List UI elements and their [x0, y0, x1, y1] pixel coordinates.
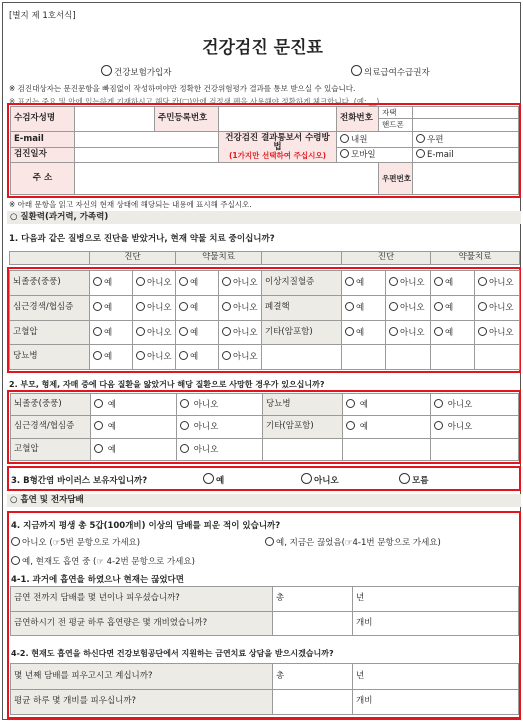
radio-circle-icon — [478, 277, 487, 286]
q2-no-left[interactable]: 아니오 — [177, 416, 263, 438]
radio-circle-icon — [179, 327, 188, 336]
q2-row — [11, 438, 519, 460]
q1-med-yes[interactable]: 예 — [176, 345, 219, 370]
q1-med-no[interactable]: 아니오 — [475, 320, 520, 345]
radio-circle-icon — [203, 473, 214, 484]
radio-circle-icon — [94, 421, 103, 430]
instruction-text: ※ 아래 문항을 읽고 자신의 현재 상태에 해당되는 내용에 표시해 주십시오. — [9, 200, 252, 209]
q1-disease-left: 고혈압 — [10, 320, 90, 345]
q2-empty-cell — [431, 438, 519, 460]
address-label: 주 소 — [11, 163, 75, 195]
q1-med-no[interactable]: 아니오 — [219, 345, 262, 370]
q1-diag-yes[interactable]: 예 — [90, 345, 133, 370]
q41-table — [10, 586, 519, 636]
mobile-phone-field[interactable] — [413, 119, 519, 131]
email-label: E-mail — [11, 131, 75, 147]
radio-circle-icon — [101, 65, 112, 76]
name-label: 수검자성명 — [11, 107, 75, 132]
q1-header-diagnosis-left: 진단 — [90, 252, 176, 265]
q42-table — [10, 663, 519, 715]
q2-yes-left[interactable]: 예 — [91, 438, 177, 460]
radio-circle-icon — [136, 277, 145, 286]
section-history-title: ○ 질환력(과거력, 가족력) — [7, 211, 521, 224]
radio-circle-icon — [389, 302, 398, 311]
phone-label: 전화번호 — [337, 107, 379, 132]
q1-med-yes[interactable]: 예 — [176, 295, 219, 320]
receive-option-mobile[interactable]: 모바일 — [337, 147, 413, 163]
radio-circle-icon — [11, 556, 20, 565]
q42_rows-unit-prefix[interactable] — [273, 689, 353, 715]
q1-diag-no[interactable]: 아니오 — [133, 345, 176, 370]
radio-circle-icon — [265, 537, 274, 546]
q2-empty-cell — [263, 438, 343, 460]
radio-circle-icon — [434, 327, 443, 336]
q41-title: 4-1. 과거에 흡연을 하였으나 현재는 끊었다면 — [11, 575, 184, 585]
q1-empty-cell — [262, 345, 342, 370]
q41_rows-unit-suffix: 년 — [356, 593, 365, 604]
receive-option-visit[interactable]: 내원 — [337, 131, 413, 147]
radio-circle-icon — [345, 277, 354, 286]
q42_rows-question: 평균 하루 몇 개비를 피우십니까? — [11, 689, 273, 715]
q41_rows-unit-prefix[interactable]: 총 — [273, 587, 353, 612]
q1-diag-yes[interactable]: 예 — [342, 295, 386, 320]
rrn-field[interactable] — [219, 107, 337, 132]
exam-date-label: 검진일자 — [11, 147, 75, 163]
radio-circle-icon — [399, 473, 410, 484]
q1-disease-left: 당뇨병 — [10, 345, 90, 370]
q3-option-unknown[interactable]: 모름 — [399, 473, 428, 486]
q1-disease-right: 기타(암포함) — [262, 320, 342, 345]
zip-field[interactable] — [413, 163, 519, 195]
q41_rows-question: 금연하시기 전 평균 하루 흡연량은 몇 개비였습니까? — [11, 611, 273, 636]
radio-circle-icon — [94, 444, 103, 453]
radio-circle-icon — [416, 134, 425, 143]
address-field[interactable] — [75, 163, 379, 195]
q1-disease-right: 이상지질혈증 — [262, 271, 342, 296]
radio-circle-icon — [434, 277, 443, 286]
q2-empty-cell — [343, 438, 431, 460]
questionnaire-page — [2, 2, 521, 720]
receive-option-mail[interactable]: 우편 — [413, 131, 519, 147]
q1-med-yes[interactable]: 예 — [176, 271, 219, 296]
q2-disease-left: 심근경색/협심증 — [11, 416, 91, 438]
radio-circle-icon — [136, 302, 145, 311]
q1-header-blank-left — [10, 252, 90, 265]
q1-med-no[interactable]: 아니오 — [219, 271, 262, 296]
q1-med-yes[interactable]: 예 — [431, 320, 475, 345]
radio-health-insurance[interactable]: 건강보험가입자 — [101, 65, 171, 78]
q4-option-no[interactable]: 아니오 (☞5번 문항으로 가세요) — [11, 536, 140, 548]
note-2: ※ 표기는 중요 및 안에 있는하게 기재하시고 해당 칸(□)안에 검정색 펜을 사용해야 정확하게 체크합니다. (예: __) — [9, 97, 380, 106]
radio-circle-icon — [222, 277, 231, 286]
q1-diag-no[interactable]: 아니오 — [133, 320, 176, 345]
q1-empty-cell — [386, 345, 431, 370]
q42_rows-unit-suffix: 개비 — [356, 696, 373, 707]
q42_rows-answer-field[interactable] — [353, 664, 519, 690]
q1-header-medication-right: 약물치료 — [431, 252, 520, 265]
radio-circle-icon — [179, 277, 188, 286]
q1-diag-no[interactable]: 아니오 — [133, 295, 176, 320]
q2-yes-right[interactable]: 예 — [343, 394, 431, 416]
page-title: 건강검진 문진표 — [202, 38, 323, 58]
q2-no-right[interactable]: 아니오 — [431, 416, 519, 438]
q3-text: 3. B형간염 바이러스 보유자입니까? — [11, 476, 148, 486]
q1-header-blank-right — [262, 252, 342, 265]
q41_rows-question: 금연 전까지 담배를 몇 년이나 피우셨습니까? — [11, 587, 273, 612]
radio-circle-icon — [179, 351, 188, 360]
q42_rows-row — [11, 664, 519, 690]
q41_rows-answer-field[interactable] — [353, 587, 519, 612]
radio-circle-icon — [179, 302, 188, 311]
q41_rows-unit-suffix: 개비 — [356, 617, 373, 628]
q2-row — [11, 416, 519, 438]
result-method-label: 건강검진 결과통보서 수령방법 (1가지만 선택하여 주십시오) — [219, 131, 337, 163]
q2-family-table — [10, 393, 519, 461]
q42-title: 4-2. 현재도 흡연을 하신다면 건강보험공단에서 지원하는 금연치료 상담을 받으시겠습니까? — [11, 649, 334, 658]
q1-header-diagnosis-right: 진단 — [342, 252, 431, 265]
radio-circle-icon — [434, 399, 443, 408]
q1-disease-left: 뇌졸중(중풍) — [10, 271, 90, 296]
note-1: ※ 검진대상자는 문진문항을 빠짐없이 작성하여야만 정확한 건강위험평가 결과를 통보 받으실 수 있습니다. — [9, 84, 356, 93]
q41_rows-row — [11, 587, 519, 612]
radio-circle-icon — [351, 65, 362, 76]
radio-circle-icon — [93, 277, 102, 286]
q1-disease-table — [9, 270, 520, 370]
q41_rows-unit-prefix[interactable] — [273, 611, 353, 636]
radio-circle-icon — [222, 351, 231, 360]
q1-empty-cell — [342, 345, 386, 370]
name-field[interactable] — [75, 107, 155, 132]
home-phone-field[interactable] — [413, 107, 519, 119]
receive-option-email[interactable]: E-mail — [413, 147, 519, 163]
personal-info-table — [10, 106, 519, 195]
radio-circle-icon — [222, 302, 231, 311]
radio-circle-icon — [478, 327, 487, 336]
home-phone-label: 자택 — [379, 107, 413, 119]
email-field[interactable] — [75, 131, 219, 147]
radio-circle-icon — [389, 277, 398, 286]
radio-circle-icon — [93, 351, 102, 360]
exam-date-field[interactable] — [75, 147, 219, 163]
radio-circle-icon — [434, 421, 443, 430]
q1-diag-yes[interactable]: 예 — [342, 320, 386, 345]
radio-circle-icon — [301, 473, 312, 484]
radio-circle-icon — [180, 399, 189, 408]
q1-empty-cell — [475, 345, 520, 370]
q1-med-yes[interactable]: 예 — [431, 295, 475, 320]
q2-no-left[interactable]: 아니오 — [177, 438, 263, 460]
q4-option-current[interactable]: 예, 현재도 흡연 중 (☞ 4-2번 문항으로 가세요) — [11, 555, 195, 567]
q1-med-yes[interactable]: 예 — [176, 320, 219, 345]
q1-med-no[interactable]: 아니오 — [219, 295, 262, 320]
section-smoking-title: ○ 흡연 및 전자담배 — [7, 494, 521, 507]
q1-diag-yes[interactable]: 예 — [90, 320, 133, 345]
q1-diag-yes[interactable]: 예 — [342, 271, 386, 296]
q42_rows-unit-prefix[interactable]: 총 — [273, 664, 353, 690]
radio-circle-icon — [222, 327, 231, 336]
q1-header-medication-left: 약물치료 — [176, 252, 262, 265]
q1-disease-left: 심근경색/협심증 — [10, 295, 90, 320]
q42_rows-answer-field[interactable] — [353, 689, 519, 715]
q2-no-right[interactable]: 아니오 — [431, 394, 519, 416]
radio-circle-icon — [478, 302, 487, 311]
q2-disease-left: 고혈압 — [11, 438, 91, 460]
radio-circle-icon — [416, 149, 425, 158]
radio-circle-icon — [346, 399, 355, 408]
radio-circle-icon — [340, 134, 349, 143]
mobile-phone-label: 핸드폰 — [379, 119, 413, 131]
q1-diag-no[interactable]: 아니오 — [386, 295, 431, 320]
q2-yes-left[interactable]: 예 — [91, 394, 177, 416]
q1-header-table — [9, 251, 520, 265]
q1-diag-no[interactable]: 아니오 — [386, 271, 431, 296]
form-number: [별지 제 1호서식] — [9, 11, 76, 21]
q1-med-no[interactable]: 아니오 — [475, 295, 520, 320]
q1-row — [10, 271, 520, 296]
q3-option-no[interactable]: 아니오 — [301, 473, 339, 486]
radio-circle-icon — [94, 399, 103, 408]
q4-text: 4. 지금까지 평생 총 5갑(100개비) 이상의 담배를 피운 적이 있습니까? — [11, 521, 281, 531]
q1-diag-yes[interactable]: 예 — [90, 295, 133, 320]
radio-circle-icon — [345, 302, 354, 311]
q42_rows-unit-suffix: 년 — [356, 670, 365, 681]
q2-no-left[interactable]: 아니오 — [177, 394, 263, 416]
q1-empty-cell — [431, 345, 475, 370]
q2-disease-left: 뇌졸중(중풍) — [11, 394, 91, 416]
q41_rows-row — [11, 611, 519, 636]
radio-circle-icon — [136, 351, 145, 360]
q4-option-quit[interactable]: 예, 지금은 끊었음(☞4-1번 문항으로 가세요) — [265, 536, 441, 548]
radio-medical-aid[interactable]: 의료급여수급권자 — [351, 65, 430, 78]
q2-yes-left[interactable]: 예 — [91, 416, 177, 438]
radio-circle-icon — [11, 537, 20, 546]
q1-row — [10, 295, 520, 320]
radio-circle-icon — [93, 302, 102, 311]
q1-disease-right: 폐결핵 — [262, 295, 342, 320]
zip-label: 우편번호 — [379, 163, 413, 195]
q42_rows-row — [11, 689, 519, 715]
q41_rows-answer-field[interactable] — [353, 611, 519, 636]
q1-med-no[interactable]: 아니오 — [475, 271, 520, 296]
q2-yes-right[interactable]: 예 — [343, 416, 431, 438]
radio-circle-icon — [345, 327, 354, 336]
radio-circle-icon — [93, 327, 102, 336]
radio-circle-icon — [434, 302, 443, 311]
radio-circle-icon — [180, 421, 189, 430]
q1-row — [10, 345, 520, 370]
radio-circle-icon — [389, 327, 398, 336]
rrn-label: 주민등록번호 — [155, 107, 219, 132]
radio-circle-icon — [340, 149, 349, 158]
q42_rows-question: 몇 년째 담배를 피우고시고 계십니까? — [11, 664, 273, 690]
q1-diag-no[interactable]: 아니오 — [133, 271, 176, 296]
q1-text: 1. 다음과 같은 질병으로 진단을 받았거나, 현재 약물 치료 중이십니까? — [9, 234, 275, 244]
radio-circle-icon — [346, 421, 355, 430]
q3-option-yes[interactable]: 예 — [203, 473, 224, 486]
q1-diag-no[interactable]: 아니오 — [386, 320, 431, 345]
q2-text: 2. 부모, 형제, 자매 중에 다음 질환을 앓았거나 해당 질환으로 사망한 경우가 있으십니까? — [9, 380, 325, 389]
q2-row — [11, 394, 519, 416]
q1-med-no[interactable]: 아니오 — [219, 320, 262, 345]
radio-circle-icon — [136, 327, 145, 336]
radio-circle-icon — [180, 444, 189, 453]
q2-disease-right: 기타(암포함) — [263, 416, 343, 438]
q1-diag-yes[interactable]: 예 — [90, 271, 133, 296]
q1-row — [10, 320, 520, 345]
q1-med-yes[interactable]: 예 — [431, 271, 475, 296]
q2-disease-right: 당뇨병 — [263, 394, 343, 416]
